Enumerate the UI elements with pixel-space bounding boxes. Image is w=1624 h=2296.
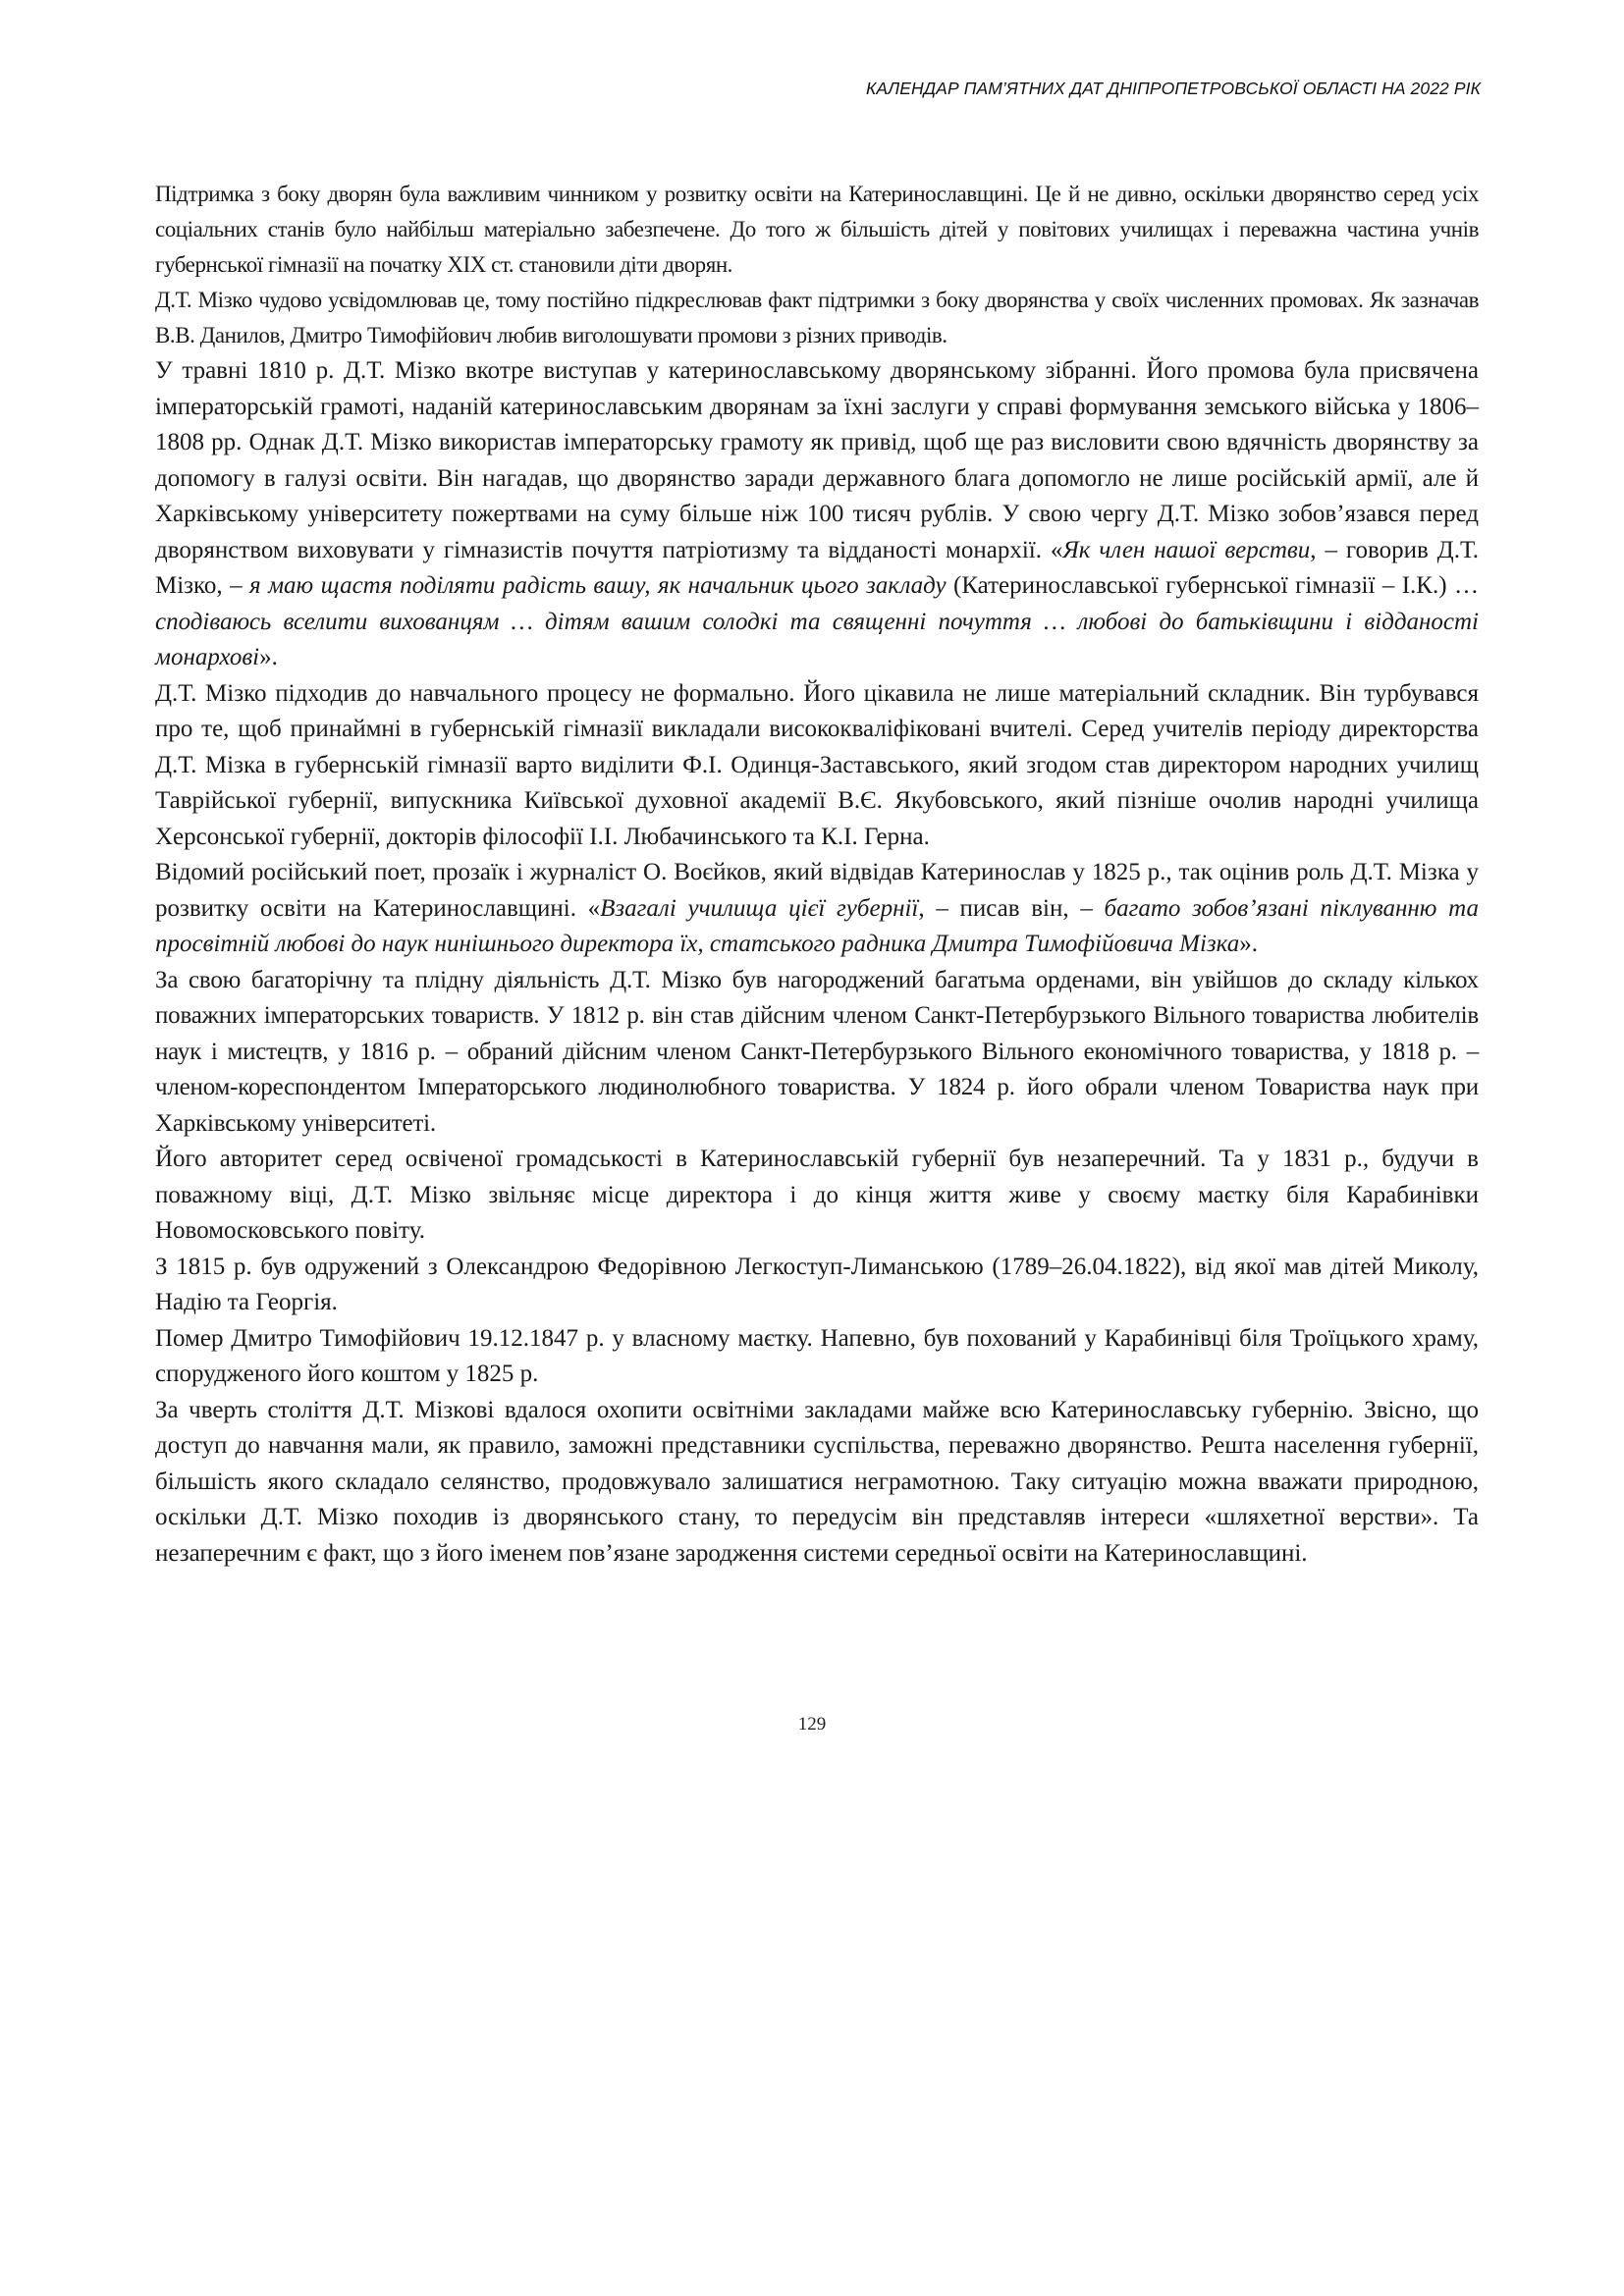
text-span: ». [259, 644, 278, 670]
text-span: Відомий російський поет, прозаїк і журналіст О. Воєйков, який відвідав Катеринослав у 1825 р., так оцінив роль Д.Т. Мізка у розвитку освіти на Катеринославщині. « [155, 859, 1479, 922]
paragraph-nobility-support: Підтримка з боку дворян була важливим чинником у розвитку освіти на Катеринославщині. Це й не дивно, оскільки дворянство серед усіх соціальних станів було найбільш матеріально забезпечене. До того ж більшість дітей у повітових училищах і переважна частина учнів губернської гімназії на початку ХІХ ст. становили діти дворян. [155, 182, 1479, 277]
paragraph-marriage: З 1815 р. був одружений з Олександрою Федорівною Легкоступ-Лиманською (1789–26.04.1822), від якої мав дітей Миколу, Надію та Георгія. [155, 1253, 1479, 1315]
quote-span: я маю щастя поділяти радість вашу, як начальник цього закладу [249, 572, 947, 599]
text-span: ». [1239, 931, 1258, 957]
quote-span: Як член нашої верстви [1062, 536, 1311, 563]
paragraph-conclusion: За чверть століття Д.Т. Мізкові вдалося охопити освітніми закладами майже всю Катеринославську губернію. Звісно, що доступ до навчання мали, як правило, заможні представники суспільства, переважно дворянство. Решта населення губернії, більшість якого складало селянство, продовжувало залишатися неграмотною. Таку ситуацію можна вважати природною, оскільки Д.Т. Мізко походив із дворянського стану, то передусім він представляв інтереси «шляхетної верстви». Та незаперечним є факт, що з його іменем пов’язане зародження системи середньої освіти на Катеринославщині. [155, 1396, 1479, 1567]
paragraph-teachers: Д.Т. Мізко підходив до навчального процесу не формально. Його цікавила не лише матеріальний складник. Він турбувався про те, щоб принаймні в губернській гімназії викладали висококваліфіковані вчителі. Серед учителів періоду директорства Д.Т. Мізка в губернській гімназії варто виділити Ф.І. Одинця-Заставського, який згодом став директором народних училищ Таврійської губернії, випускника Київської духовної академії В.Є. Якубовського, який пізніше очолив народні училища Херсонської губернії, докторів філософії І.І. Любачинського та К.І. Герна. [155, 679, 1479, 850]
paragraph-authority: Його авторитет серед освіченої громадськості в Катеринославській губернії був незаперечний. Та у 1831 р., будучи в поважному віці, Д.Т. Мізко звільняє місце директора і до кінця життя живе у своєму маєтку біля Карабинівки Новомосковського повіту. [155, 1146, 1479, 1244]
paragraph-death: Помер Дмитро Тимофійович 19.12.1847 р. у власному маєтку. Напевно, був похований у Карабинівці біля Троїцького храму, спорудженого його коштом у 1825 р. [155, 1324, 1479, 1387]
body-text [155, 177, 1479, 1572]
text-span: , – писав він, – [918, 894, 1105, 922]
text-span: У травні 1810 р. Д.Т. Мізко вкотре виступав у катеринославському дворянському зібранні. Його промова була присвячена імператорській грамоті, наданій катеринославським дворянам за їхні заслуги у справі формування земського війська у 1806–1808 рр. Однак Д.Т. Мізко використав імператорську грамоту як привід, щоб ще раз висловити свою вдячність дворянству за допомогу в галузі освіти. Він нагадав, що дворянство заради державного блага допомогло не лише російській армії, але й Харківському університету пожертвами на суму більше ніж 100 тисяч рублів. У свою чергу Д.Т. Мізко зобов’язався перед дворянством виховувати у гімназистів почуття патріотизму та відданості монархії. « [155, 357, 1479, 563]
quote-span: Взагалі училища цієї губернії [600, 894, 919, 922]
quote-span: багато зобов’язані піклуванню та просвітній любові до наук нинішнього директора їх, статського радника Дмитра Тимофійовича Мізка [155, 894, 1479, 957]
text-span: , – говорив Д.Т. Мізко, – [155, 536, 1479, 599]
paragraph-voeikov [155, 855, 1479, 963]
text-span: (Катеринославської губернської гімназії – І.К.) … [946, 572, 1479, 599]
page-number: 129 [797, 1714, 827, 1735]
paragraph-awards: За свою багаторічну та плідну діяльність Д.Т. Мізко був нагороджений багатьма орденами, він увійшов до складу кількох поважних імператорських товариств. У 1812 р. він став дійсним членом Санкт-Петербурзького Вільного товариства любителів наук і мистецтв, у 1816 р. – обраний дійсним членом Санкт-Петербурзького Вільного економічного товариства, у 1818 р. – членом-кореспондентом Імператорського людинолюбного товариства. У 1824 р. його обрали членом Товариства наук при Харківському університеті. [155, 966, 1479, 1137]
paragraph-speeches: Д.Т. Мізко чудово усвідомлював це, тому постійно підкреслював факт підтримки з боку дворянства у своїх численних промовах. Як зазначав В.В. Данилов, Дмитро Тимофійович любив виголошувати промови з різних приводів. [155, 288, 1479, 347]
paragraph-1810-speech [155, 353, 1479, 676]
running-header: КАЛЕНДАР ПАМ’ЯТНИХ ДАТ ДНІПРОПЕТРОВСЬКОЇ ОБЛАСТІ НА 2022 РІК [865, 79, 1481, 98]
quote-span: сподіваюсь вселити вихованцям … дітям вашим солодкі та священні почуття … любові до батьківщини і відданості монархові [155, 608, 1479, 670]
